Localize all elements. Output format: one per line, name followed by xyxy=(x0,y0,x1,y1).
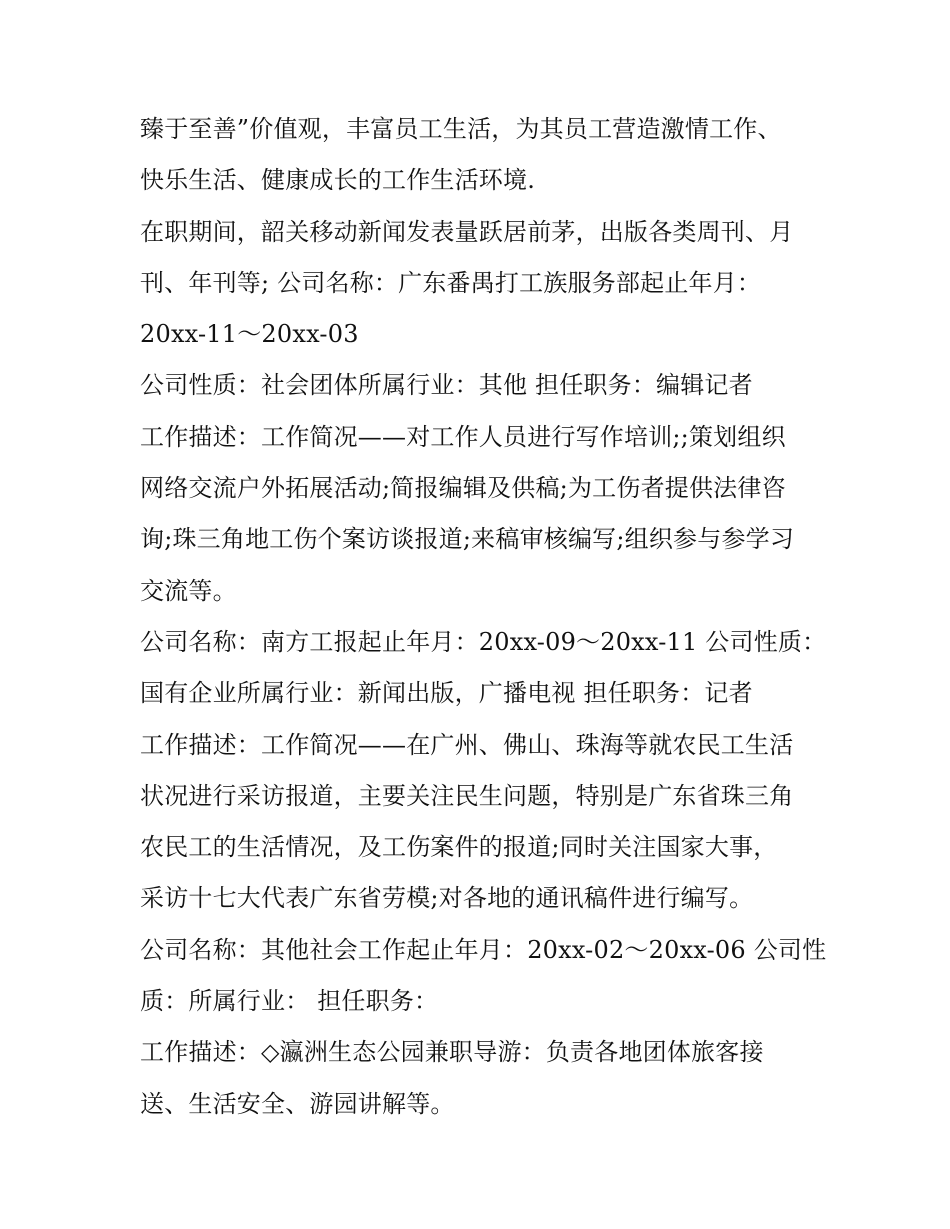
text-line: 询;珠三角地工伤个案访谈报道;来稿审核编写;组织参与参学习 xyxy=(140,525,795,554)
text-line: 工作描述：工作简况——在广州、佛山、珠海等就农民工生活 xyxy=(140,730,794,759)
document-body xyxy=(140,104,830,1130)
text-line: 交流等。 xyxy=(140,576,237,605)
text-line: 在职期间，韶关移动新闻发表量跃居前茅，出版各类周刊、月 xyxy=(140,217,794,246)
text-line: 公司名称：南方工报起止年月：20xx-09～20xx-11 公司性质： xyxy=(140,627,827,656)
text-line: 状况进行采访报道，主要关注民生问题，特别是广东省珠三角 xyxy=(140,781,794,810)
text-line: 农民工的生活情况，及工伤案件的报道;同时关注国家大事， xyxy=(140,833,778,862)
text-line: 20xx-11～20xx-03 xyxy=(140,320,359,349)
text-line: 臻于至善”价值观，丰富员工生活，为其员工营造激情工作、 xyxy=(140,115,782,143)
text-line: 国有企业所属行业：新闻出版，广播电视 担任职务：记者 xyxy=(140,679,753,708)
text-line: 送、生活安全、游园讲解等。 xyxy=(140,1089,455,1118)
text-line: 网络交流户外拓展活动;简报编辑及供稿;为工伤者提供法律咨 xyxy=(140,474,786,503)
text-line: 快乐生活、健康成长的工作生活环境. xyxy=(140,166,536,195)
text-line: 公司性质：社会团体所属行业：其他 担任职务：编辑记者 xyxy=(140,371,753,400)
text-line: 刊、年刊等; 公司名称：广东番禺打工族服务部起止年月： xyxy=(140,268,762,297)
text-line: 工作描述：工作简况——对工作人员进行写作培训;;策划组织 xyxy=(140,422,786,451)
text-line: 工作描述：◇瀛洲生态公园兼职导游：负责各地团体旅客接 xyxy=(140,1038,764,1067)
text-line: 采访十七大代表广东省劳模;对各地的通讯稿件进行编写。 xyxy=(140,884,754,913)
text-line: 公司名称：其他社会工作起止年月：20xx-02～20xx-06 公司性 xyxy=(140,935,827,964)
text-line: 质：所属行业： 担任职务： xyxy=(140,987,439,1016)
